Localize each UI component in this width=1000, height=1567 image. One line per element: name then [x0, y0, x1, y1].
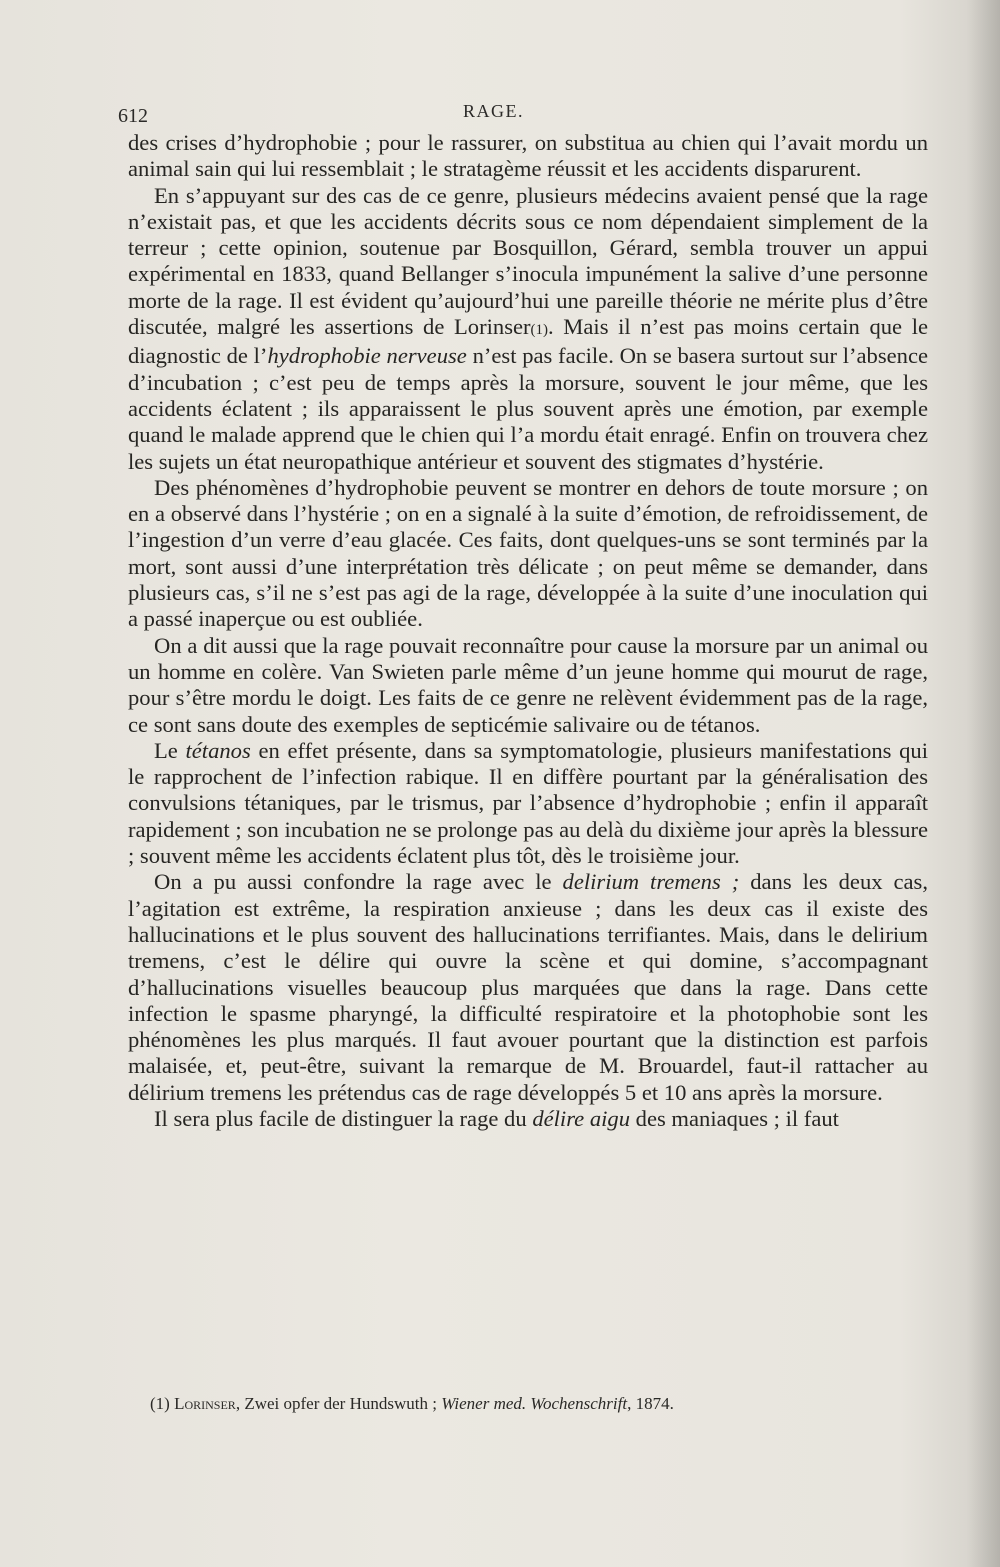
paragraph-1	[128, 130, 928, 183]
paragraph-2-text-a: En s’appuyant sur des cas de ce genre, plusieurs médecins avaient pensé que la rage n’existait pas, et que les accidents décrits sous ce nom dépendaient simplement de la terreur ; cette opinion, soutenue par Bosquillon, Gérard, sembla trouver un appui expérimental en 1833, quand Bellanger s’inocula impunément la salive d’une personne morte de la rage. Il est évident qu’aujourd’hui une pareille théorie ne mérite plus d’être discutée, malgré les assertions de Lorinser	[128, 182, 928, 340]
paragraph-2-italic: hydrophobie nerveuse	[267, 343, 467, 369]
paragraph-6-italic: delirium tremens ;	[562, 869, 740, 895]
page-edge-shadow	[966, 0, 1000, 1567]
paragraph-4-text: On a dit aussi que la rage pouvait reconnaître pour cause la morsure par un animal ou un homme en colère. Van Swieten parle même d’un jeune homme qui mourut de rage, pour s’être mordu le doigt. Les faits de ce genre ne relèvent évidemment pas de la rage, ce sont sans doute des exemples de septicémie salivaire ou de tétanos.	[128, 632, 928, 737]
running-head	[118, 101, 938, 131]
page-number: 612	[118, 105, 148, 127]
paragraph-7-text-a: Il sera plus facile de distinguer la rage du	[154, 1105, 533, 1131]
paragraph-5-text-b: en effet présente, dans sa symptomatologie, plusieurs manifestations qui le rapprochent de l’infection rabique. Il en diffère pourtant par la généralisation des convulsions tétaniques, par le trismus, par l’absence d’hydrophobie ; enfin il apparaît rapidement ; son incubation ne se prolonge pas au delà du dixième jour après la blessure ; souvent même les accidents éclatent plus tôt, dès le troisième jour.	[128, 737, 928, 869]
footnote-reference: (1)	[530, 322, 549, 339]
paragraph-3	[128, 475, 928, 633]
paragraph-7-text-b: des maniaques ; il faut	[630, 1105, 839, 1131]
paragraph-1-text: des crises d’hydrophobie ; pour le rassurer, on substitua au chien qui l’avait mordu un animal sain qui lui ressemblait ; le stratagème réussit et les accidents disparurent.	[128, 130, 928, 182]
paragraph-5-italic: tétanos	[185, 737, 251, 763]
paragraph-6	[128, 869, 928, 1106]
footnote	[150, 1394, 910, 1414]
paragraph-3-text: Des phénomènes d’hydrophobie peuvent se montrer en dehors de toute morsure ; on en a observé dans l’hystérie ; on en a signalé à la suite d’émotion, de refroidissement, de l’ingestion d’un verre d’eau glacée. Ces faits, dont quelques-uns se sont terminés par la mort, sont aussi d’une interprétation très délicate ; on peut même se demander, dans plusieurs cas, s’il ne s’est pas agi de la rage, développée à la suite d’une inoculation qui a passé inaperçue ou est oubliée.	[128, 474, 928, 632]
paragraph-7-italic: délire aigu	[532, 1105, 630, 1131]
paragraph-2-text-c: n’est pas facile. On se basera surtout sur l’absence d’incubation ; c’est peu de temps après la morsure, souvent le jour même, que les accidents éclatent ; ils apparaissent le plus souvent après une émotion, par exemple quand le malade apprend que le chien qui l’a mordu était enragé. Enfin on trouvera chez les sujets un état neuropathique antérieur et souvent des stigmates d’hystérie.	[128, 343, 929, 474]
paragraph-2	[128, 183, 928, 475]
footnote-author: Lorinser	[174, 1394, 236, 1413]
paragraph-6-text-a: On a pu aussi confondre la rage avec le	[154, 869, 563, 895]
footnote-journal: Wiener med. Wochenschrift	[441, 1394, 628, 1413]
paragraph-4	[128, 633, 928, 738]
paragraph-5-text-a: Le	[154, 737, 186, 763]
footnote-text: , Zwei opfer der Hundswuth ;	[235, 1394, 442, 1413]
paragraph-7	[128, 1106, 928, 1132]
paragraph-5	[128, 738, 928, 869]
footnote-marker: (1)	[150, 1394, 170, 1413]
footnote-year: , 1874.	[627, 1394, 674, 1413]
paragraph-2-text-b: . Mais il n’est pas moins certain que le diagnostic de l’	[128, 314, 928, 369]
running-title: RAGE.	[463, 101, 524, 121]
paragraph-6-text-b: dans les deux cas, l’agitation est extrême, la respiration anxieuse ; dans les deux cas il existe des hallucinations et le plus souvent des hallucinations terrifiantes. Mais, dans le delirium tremens, c’est le délire qui ouvre la scène et qui domine, s’accompagnant d’hallucinations visuelles beaucoup plus marquées que dans la rage. Dans cette infection le spasme pharyngé, la difficulté respiratoire et la photophobie sont les phénomènes les plus marqués. Il faut avouer pourtant que la distinction est parfois malaisée, et, peut-être, suivant la remarque de M. Brouardel, faut-il rattacher au délirium tremens les prétendus cas de rage développés 5 et 10 ans après la morsure.	[128, 869, 929, 1105]
body-text	[128, 130, 928, 1132]
